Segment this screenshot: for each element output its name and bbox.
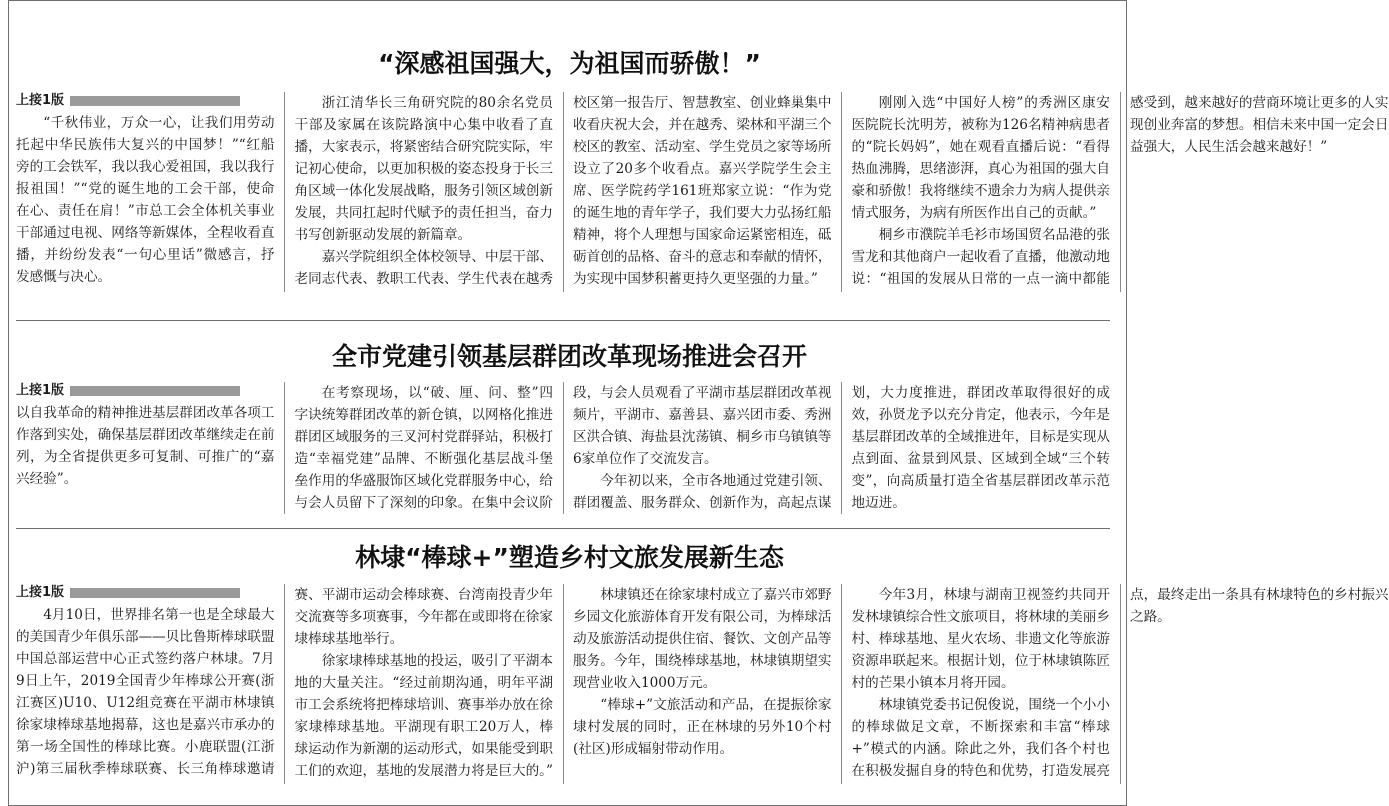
article-3-paragraph: “棒球+”文旅活动和产品，在提振徐家埭村发展的同时，正在林埭的另外10个村(社区)形成辐射带动作用。 <box>573 697 832 757</box>
article-2-headline: 全市党建引领基层群团改革现场推进会召开 <box>331 342 807 371</box>
article-1-paragraph: “千秋伟业，万众一心，让我们用劳动托起中华民族伟大复兴的中国梦！”“红船旁的工会铁军，我以我心爱祖国，我以我行报祖国！”“党的诞生地的工会干部，使命在心、责任在肩！”市总工会全体机关事业干部通过电视、网络等新媒体，全程收看直播，并纷纷发表“一句心里话”微感言，抒发感慨与决心。 <box>16 115 275 285</box>
continued-bar <box>70 96 240 106</box>
section-divider <box>16 320 1110 321</box>
article-3-paragraph: 今年3月，林埭与湖南卫视签约共同开发林埭镇综合性文旅项目，将林埭的美丽乡村、棒球基地、星火农场、非遗文化等旅游资源串联起来。根据计划，位于林埭镇陈匠村的芒果小镇本月将开园。 <box>851 587 1110 691</box>
article-1-paragraph: 刚刚入选“中国好人榜”的秀洲区康安医院院长沈明芳，被称为126名精神病患者的“院长妈妈”，她在观看直播后说：“看得热血沸腾，思绪澎湃，真心为祖国的强大自豪和骄傲！我将继续不遗余力为病人提供亲情式服务，为病有所医作出自己的贡献。” <box>851 95 1110 221</box>
article-1-paragraph: 嘉兴学院组织全体校领导、中层干部、老同志代表、教职工代表、学生代表在越秀校区第一报告厅、智慧教室、创业蜂巢集中收看庆祝大会，并在越秀、梁林和平湖三个校区的教室、活动室、学生党员之家等场所设立了20多个收看点。嘉兴学院学生会主席、医学院药学161班郑家立说：“作为党的诞生地的青年学子，我们要大力弘扬红船精神，将个人理想与国家命运紧密相连，砥砺首创的品格、奋斗的意志和奉献的情怀，为实现中国梦积蓄更持久更坚强的力量。” <box>294 95 832 287</box>
article-1-paragraph: 浙江清华长三角研究院的80余名党员干部及家属在该院路演中心集中收看了直播，大家表示，将紧密结合研究院实际，牢记初心使命，以更加积极的姿态投身于长三角区域一体化发展战略，服务引领区域创新发展，共同扛起时代赋予的责任担当，奋力书写创新驱动发展的新篇章。 <box>294 95 553 243</box>
continued-bar <box>70 386 240 396</box>
article-3-paragraph: 4月10日，世界排名第一也是全球最大的美国青少年俱乐部——贝比鲁斯棒球联盟中国总部运营中心正式签约落户林埭。7月9日上午，2019全国青少年棒球公开赛(浙江赛区)U10、U12组竞赛在平湖市林埭镇徐家埭棒球基地揭幕，这也是嘉兴市承办的第一场全国性的棒球比赛。小鹿联盟(江浙沪)第三届秋季棒球联赛、长三角棒球邀请赛、平湖市运动会棒球赛、台湾南投青少年交流赛等多项赛事，今年都在或即将在徐家埭棒球基地举行。 <box>16 587 553 777</box>
article-3-headline: 林埭“棒球+”塑造乡村文旅发展新生态 <box>355 543 784 572</box>
article-1-paragraph: 桐乡市濮院羊毛衫市场国贸名品港的张雪龙和其他商户一起收看了直播，他激动地说：“祖国的发展从日常的一点一滴中都能感受到，越来越好的营商环境让更多的人实现创业奔富的梦想。相信未来中国一定会日益强大，人民生活会越来越好！” <box>851 95 1389 287</box>
article-3-paragraph: 林埭镇还在徐家埭村成立了嘉兴市郊野乡园文化旅游体育开发有限公司，为棒球活动及旅游活动提供住宿、餐饮、文创产品等服务。今年，围绕棒球基地，林埭镇期望实现营业收入1000万元。 <box>573 587 832 691</box>
article-2-paragraph: 在考察现场，以“破、厘、问、整”四字诀统筹群团改革的新仓镇，以网格化推进群团区域服务的三叉河村党群驿站，积极打造“幸福党建”品牌、不断强化基层战斗堡垒作用的华盛服饰区域化党群服务中心，给与会人员留下了深刻的印象。在集中会议阶段，与会人员观看了平湖市基层群团改革视频片，平湖市、嘉善县、嘉兴团市委、秀洲区洪合镇、海盐县沈荡镇、桐乡市乌镇镇等6家单位作了交流发言。 <box>294 385 832 511</box>
article-3-paragraph: 林埭镇党委书记倪俊说，围绕一个小小的棒球做足文章，不断探索和丰富“棒球+”模式的内涵。除此之外，我们各个村也在积极发掘自身的特色和优势，打造发展亮点，最终走出一条具有林埭特色的乡村振兴之路。 <box>851 587 1389 779</box>
article-2-continued-label: 上接1版 <box>16 382 275 400</box>
continued-bar <box>70 588 240 598</box>
article-2-paragraph: 以自我革命的精神推进基层群团改革各项工作落到实处，确保基层群团改革继续走在前列，为全省提供更多可复制、可推广的“嘉兴经验”。 <box>16 405 275 487</box>
right-margin-rule <box>1126 0 1127 806</box>
article-1-continued-label: 上接1版 <box>16 92 275 110</box>
article-1-body <box>16 92 1389 292</box>
top-margin-rule <box>8 0 1127 1</box>
article-2-body <box>16 382 1110 514</box>
article-3-continued-label: 上接1版 <box>16 584 275 602</box>
article-3-paragraph: 徐家埭棒球基地的投运，吸引了平湖本地的大量关注。“经过前期沟通，明年平湖市工会系统将把棒球培训、赛事举办放在徐家埭棒球基地。平湖现有职工20万人，棒球运动作为新潮的运动形式，如果能受到职工们的欢迎，基地的发展潜力将是巨大的。” <box>294 653 553 779</box>
article-1-headline: “深感祖国强大，为祖国而骄傲！” <box>378 49 761 78</box>
left-margin-rule <box>8 0 9 806</box>
section-divider <box>16 528 1110 529</box>
article-2-paragraph: 今年初以来，全市各地通过党建引领、群团覆盖、服务群众、创新作为，高起点谋划，大力度推进，群团改革取得很好的成效，孙贤龙予以充分肯定，他表示，今年是基层群团改革的全域推进年，目标是实现从点到面、盆景到风景、区域到全域“三个转变”，向高质量打造全省基层群团改革示范地迈进。 <box>573 385 1110 511</box>
article-3-body <box>16 584 1389 784</box>
